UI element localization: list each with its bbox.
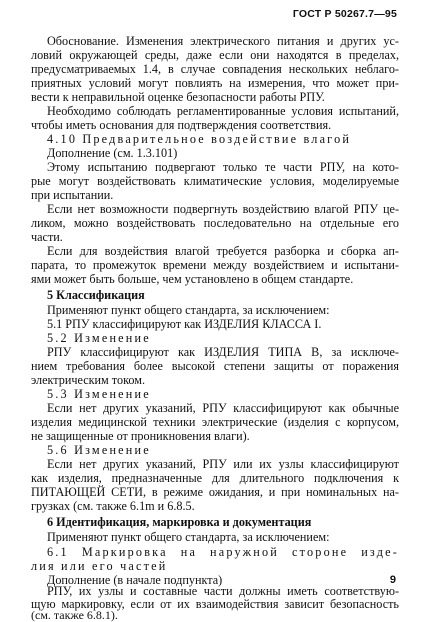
- text-line: щую маркировку, если от их взаимодействия зависит безопасность: [31, 597, 399, 611]
- text-line: изделия медицинской техники электрические (изделия с корпусом,: [31, 415, 399, 429]
- amendment-label: Дополнение (в начале подпункта): [47, 573, 223, 587]
- text-line: как изделия, предназначенные для длительного подключения к: [31, 471, 399, 485]
- section-heading: 4.10 Предварительное воздействие влагой: [47, 132, 352, 146]
- text-line: Этому испытанию подвергают только те части РПУ, на кото-: [47, 160, 399, 174]
- text-line: при испытании.: [31, 188, 114, 202]
- text-line: РПУ классифицируют как ИЗДЕЛИЯ ТИПА В, за исключе-: [47, 345, 399, 359]
- text-line: Применяют пункт общего стандарта, за исключением:: [47, 303, 330, 317]
- text-line: Необходимо соблюдать регламентированные условия испытаний,: [47, 104, 399, 118]
- text-line: электрическим током.: [31, 373, 145, 387]
- text-line: парата, то промежуток времени между воздействием и испытани-: [31, 258, 399, 272]
- subsection-heading: 6.1 Маркировка на наружной стороне изде-: [47, 545, 399, 559]
- text-line: чтобы иметь основания для подтверждения соответствия.: [31, 118, 332, 132]
- text-line: не защищенные от проникновения влаги).: [31, 429, 250, 443]
- text-line: приятных условий могут повлиять на измерения, что может при-: [31, 76, 399, 90]
- amendment-label: Дополнение (см. 1.3.101): [47, 146, 178, 160]
- text-line: грузках (см. также 6.1m и 6.8.5.: [31, 499, 195, 513]
- text-line: предусматриваемых 1.4, в случае совпадения нескольких неблаго-: [31, 62, 399, 76]
- text-line: ями может быть больше, чем установлено в общем стандарте.: [31, 272, 354, 286]
- text-line: рые могут воздействовать климатические условия, моделируемые: [31, 174, 399, 188]
- text-line: Если для воздействия влагой требуется разборка и сборка ап-: [47, 244, 399, 258]
- section-heading: 6 Идентификация, маркировка и документация: [47, 515, 312, 529]
- page-number: 9: [389, 574, 396, 586]
- amendment-label: 5.2 Изменение: [47, 331, 151, 345]
- text-line: 5.1 РПУ классифицируют как ИЗДЕЛИЯ КЛАССА I.: [47, 317, 322, 331]
- text-line: нием требования более высокой степени защиты от поражения: [31, 359, 399, 373]
- amendment-label: 5.3 Изменение: [47, 387, 151, 401]
- text-line: части.: [31, 230, 63, 244]
- subsection-heading: лия или его частей: [31, 559, 168, 573]
- text-line: (см. также 6.8.1).: [31, 608, 118, 622]
- amendment-label: 5.6 Изменение: [47, 443, 151, 457]
- standard-header: ГОСТ Р 50267.7—95: [292, 8, 397, 20]
- text-line: Если нет возможности подвергнуть воздействию влагой РПУ це-: [47, 202, 399, 216]
- text-line: ловий окружающей среды, даже если они находятся в пределах,: [31, 48, 399, 62]
- text-line: ликом, можно воздействовать последовательно на отдельные его: [31, 216, 399, 230]
- text-line: Применяют пункт общего стандарта, за исключением:: [47, 530, 330, 544]
- text-line: Если нет других указаний, РПУ или их узлы классифицируют: [47, 457, 399, 471]
- text-line: вести к неправильной оценке безопасности работы РПУ.: [31, 90, 325, 104]
- text-line: ПИТАЮЩЕЙ СЕТИ, в режиме ожидания, и при номинальных на-: [31, 485, 399, 499]
- text-line: Обоснование. Изменения электрического питания и других ус-: [47, 34, 399, 48]
- text-line: РПУ, их узлы и составные части должны иметь соответствую-: [47, 584, 399, 598]
- text-line: Если нет других указаний, РПУ классифицируют как обычные: [47, 401, 399, 415]
- section-heading: 5 Классификация: [47, 288, 145, 302]
